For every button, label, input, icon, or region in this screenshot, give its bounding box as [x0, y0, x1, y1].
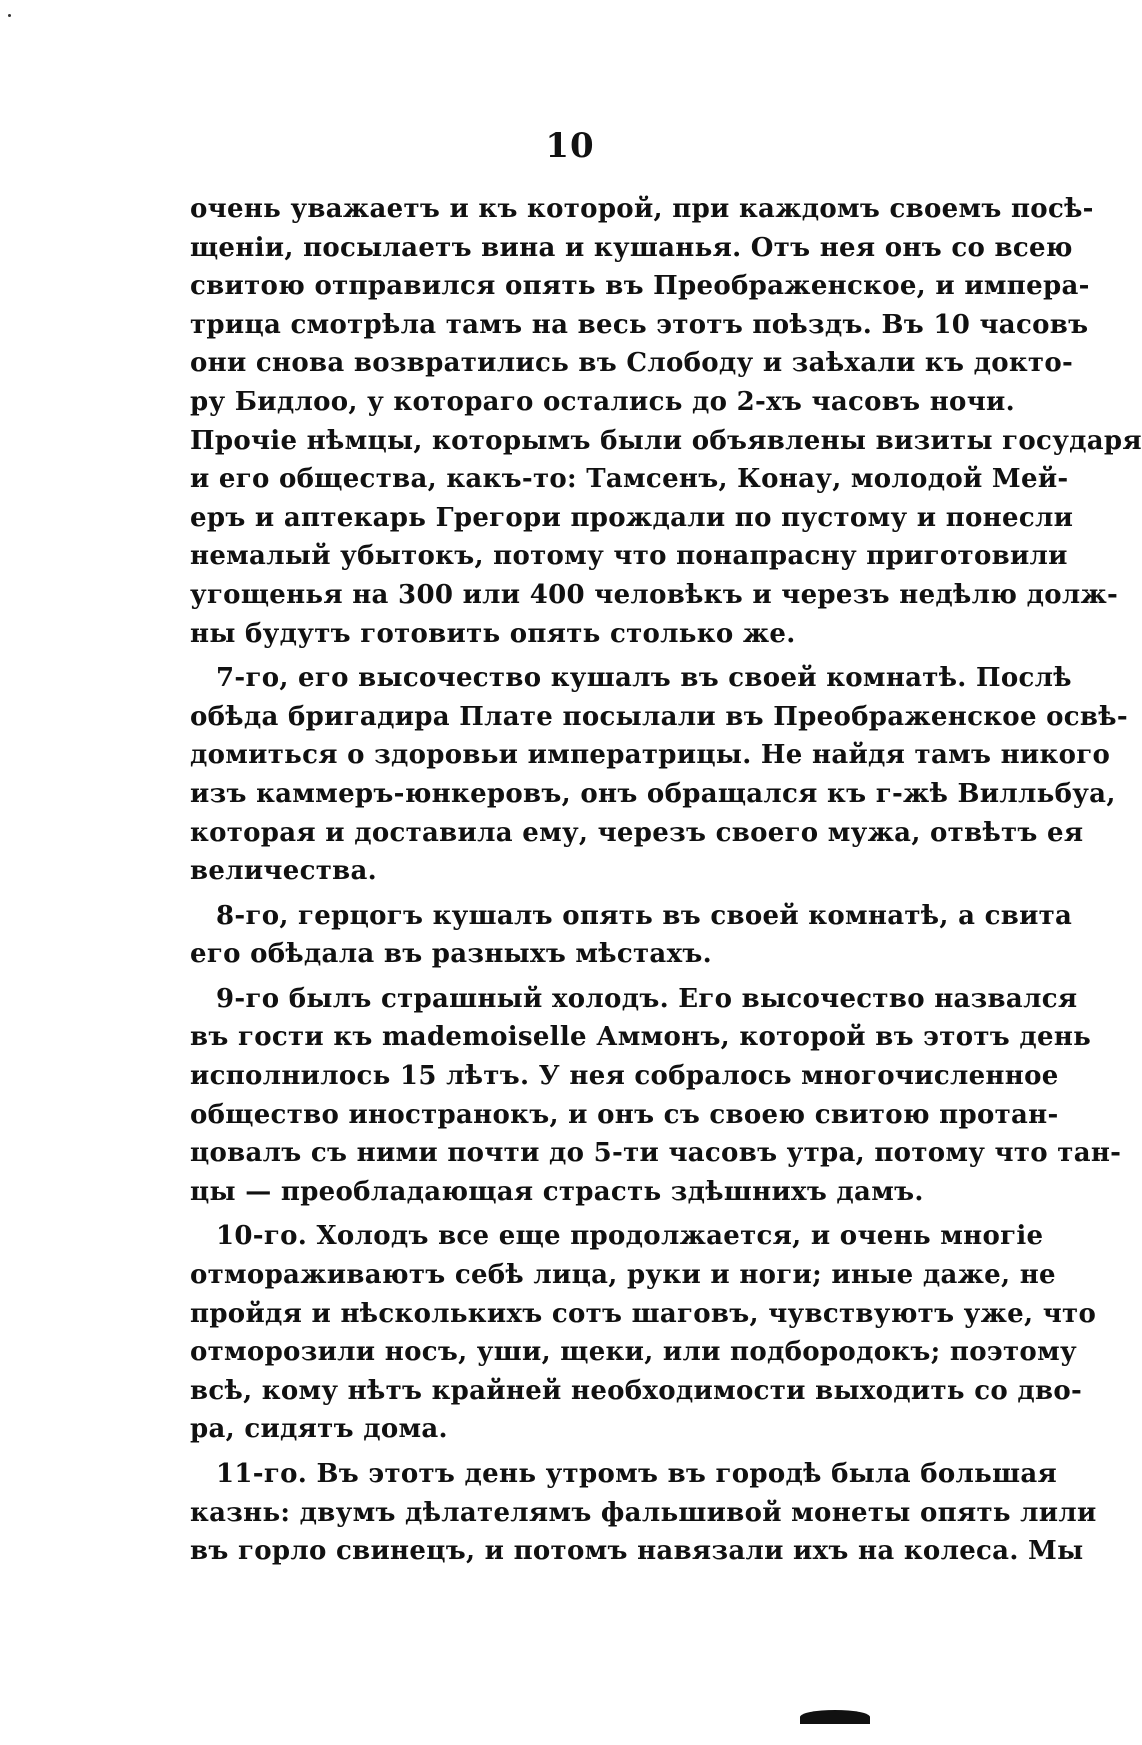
text-line: цовалъ съ ними почти до 5-ти часовъ утра, потому что тан-: [190, 1138, 1122, 1169]
text-line: общество иностранокъ, и онъ съ своею свитою протан-: [190, 1099, 1059, 1130]
text-line: трица смотрѣла тамъ на весь этотъ поѣздъ. Въ 10 часовъ: [190, 309, 1089, 340]
text-line: еръ и аптекарь Грегори прождали по пустому и понесли: [190, 502, 1074, 533]
text-line: они снова возвратились въ Слободу и заѣхали къ докто-: [190, 348, 1074, 379]
text-line: 10-го. Холодъ все еще продолжается, и очень многіе: [216, 1221, 1044, 1252]
paragraph: [190, 1455, 1097, 1571]
text-line: свитою отправился опять въ Преображенское, и импера-: [190, 271, 1090, 302]
text-line: Прочіе нѣмцы, которымъ были объявлены визиты государя: [190, 425, 1142, 456]
text-line: очень уважаетъ и къ которой, при каждомъ своемъ посѣ-: [190, 194, 1094, 224]
paragraph: [190, 980, 1122, 1212]
text-line: отмораживаютъ себѣ лица, руки и ноги; иные даже, не: [190, 1260, 1056, 1291]
text-line: 11-го. Въ этотъ день утромъ въ городѣ была большая: [216, 1459, 1057, 1489]
text-line: угощенья на 300 или 400 человѣкъ и черезъ недѣлю долж-: [190, 579, 1119, 610]
body-text: [190, 190, 1142, 1577]
text-line: ру Бидлоо, у котораго остались до 2-хъ часовъ ночи.: [190, 386, 1015, 417]
text-line: 9-го былъ страшный холодъ. Его высочество назвался: [216, 983, 1078, 1014]
scan-speck: [8, 14, 11, 17]
text-line: домиться о здоровьи императрицы. Не найдя тамъ никого: [190, 740, 1111, 771]
text-line: обѣда бригадира Плате посылали въ Преображенское освѣ-: [190, 701, 1128, 732]
page-number: 10: [545, 126, 595, 166]
text-line: въ гости къ mademoiselle Аммонъ, которой въ этотъ день: [190, 1022, 1092, 1053]
paragraph: [190, 897, 1073, 974]
paragraph: [190, 1217, 1097, 1449]
text-line: ра, сидятъ дома.: [190, 1414, 448, 1445]
text-line: и его общества, какъ-то: Тамсенъ, Конау, молодой Мей-: [190, 464, 1069, 495]
scan-smudge: [800, 1710, 870, 1724]
text-line: цы — преобладающая страсть здѣшнихъ дамъ.: [190, 1176, 924, 1207]
text-line: пройдя и нѣсколькихъ сотъ шаговъ, чувствуютъ уже, что: [190, 1298, 1097, 1329]
paragraph: [190, 659, 1128, 891]
text-line: его обѣдала въ разныхъ мѣстахъ.: [190, 939, 712, 970]
text-line: всѣ, кому нѣтъ крайней необходимости выходить со дво-: [190, 1375, 1083, 1406]
text-line: изъ каммеръ-юнкеровъ, онъ обращался къ г-жѣ Вилльбуа,: [190, 778, 1116, 809]
text-line: ны будутъ готовить опять столько же.: [190, 618, 796, 649]
text-line: въ горло свинецъ, и потомъ навязали ихъ на колеса. Мы: [190, 1536, 1084, 1567]
text-line: которая и доставила ему, черезъ своего мужа, отвѣтъ ея: [190, 817, 1084, 848]
text-line: щеніи, посылаетъ вина и кушанья. Отъ нея онъ со всею: [190, 232, 1073, 263]
text-line: казнь: двумъ дѣлателямъ фальшивой монеты опять лили: [190, 1497, 1097, 1528]
text-line: 8-го, герцогъ кушалъ опять въ своей комнатѣ, а свита: [216, 900, 1073, 931]
paragraph: [190, 190, 1142, 653]
text-line: немалый убытокъ, потому что понапрасну приготовили: [190, 541, 1068, 572]
text-line: 7-го, его высочество кушалъ въ своей комнатѣ. Послѣ: [216, 663, 1072, 694]
text-line: отморозили носъ, уши, щеки, или подбородокъ; поэтому: [190, 1337, 1077, 1368]
text-line: исполнилось 15 лѣтъ. У нея собралось многочисленное: [190, 1061, 1059, 1092]
text-line: величества.: [190, 856, 378, 887]
